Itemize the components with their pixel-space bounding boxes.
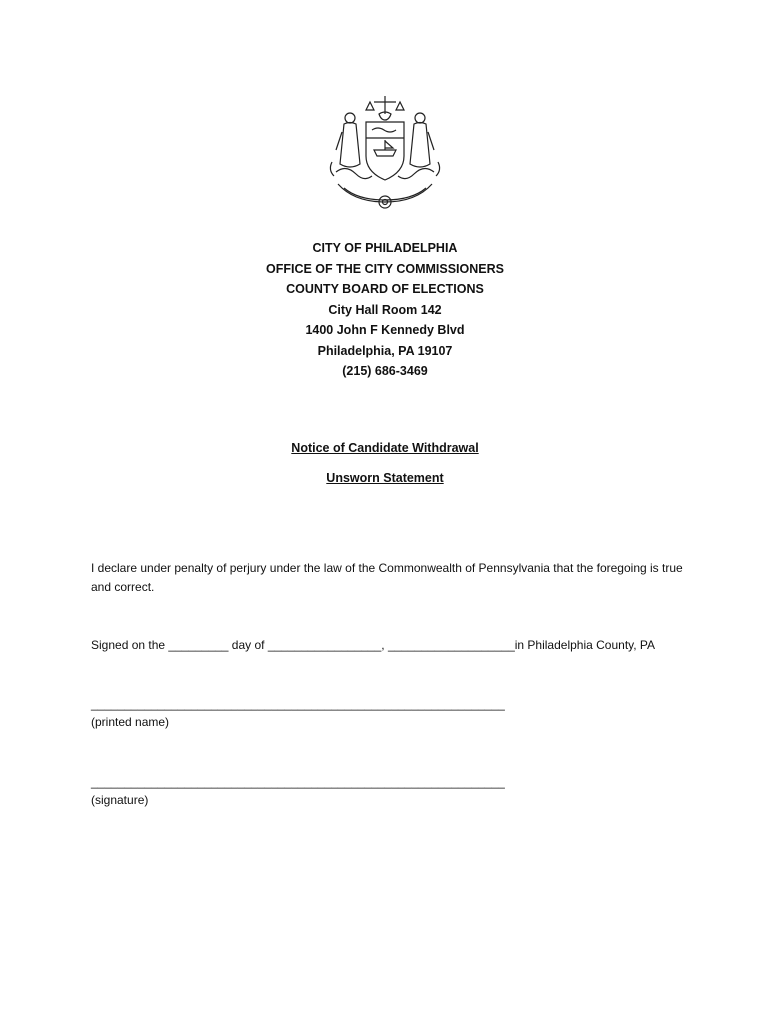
- header-city-state-zip: Philadelphia, PA 19107: [317, 343, 453, 358]
- office-header: [0, 238, 770, 382]
- header-phone: (215) 686-3469: [342, 364, 428, 378]
- signed-on-line[interactable]: Signed on the _________ day of _________________, ___________________in Philadelphia County, PA: [91, 638, 656, 652]
- header-city: CITY OF PHILADELPHIA: [312, 241, 458, 255]
- header-street: 1400 John F Kennedy Blvd: [305, 323, 465, 337]
- declaration-text: I declare under penalty of perjury under the law of the Commonwealth of Pennsylvania that the foregoing is true and correct.: [91, 561, 683, 594]
- city-of-philadelphia-seal-icon: [324, 92, 446, 214]
- header-board: COUNTY BOARD OF ELECTIONS: [286, 282, 484, 296]
- printed-name-field[interactable]: ______________________________________________________________: [91, 697, 505, 711]
- header-office: OFFICE OF THE CITY COMMISSIONERS: [266, 261, 504, 276]
- notice-title: Notice of Candidate Withdrawal: [291, 441, 479, 455]
- signature-label: (signature): [91, 793, 149, 807]
- statement-title: Unsworn Statement: [326, 471, 444, 485]
- header-room: City Hall Room 142: [328, 302, 442, 317]
- printed-name-label: (printed name): [91, 715, 170, 729]
- signature-field[interactable]: ______________________________________________________________: [91, 775, 505, 789]
